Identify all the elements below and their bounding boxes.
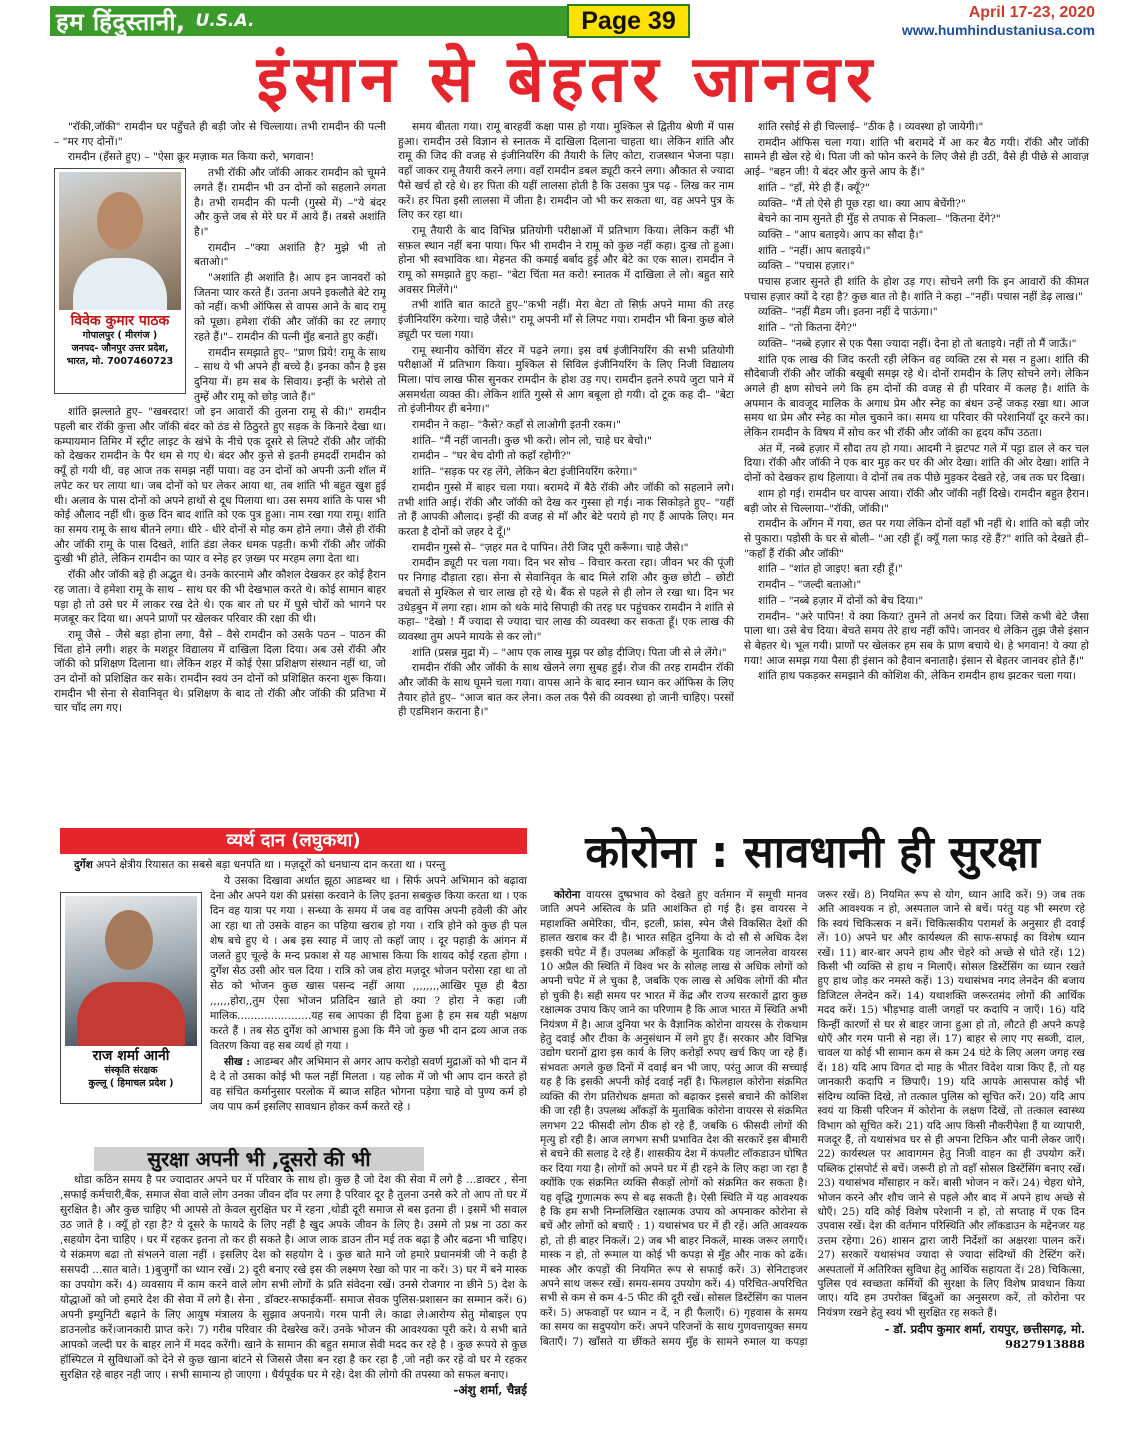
- main-headline: इंसान से बेहतर जानवर: [256, 43, 879, 117]
- story-paragraph: शांति – "नब्बे हज़ार में दोनों को बेच दिया।": [758, 594, 924, 607]
- laghukatha-lead: दुर्गेश: [74, 859, 93, 871]
- story-column-2: [398, 120, 734, 810]
- story-paragraph: तभी शांति बात काटते हुए–"कभी नहीं। मेरा बेटा तो सिर्फ़ अपने मामा की तरह इंजीनियरिंग करेगा। चाहे जैसे।" रामू अपनी माँ से लिपट गया। रामदीन भी बिना कुछ बोले ड्यूटी पर चला गया।: [398, 299, 734, 341]
- story-paragraph: शांति – "नहीं। आप बताइये।": [758, 244, 871, 257]
- author-card: [54, 168, 186, 394]
- author-place: गोपालपुर ( मीरगंज ): [82, 329, 158, 341]
- story-paragraph: व्यक्ति– "नब्बे हज़ार से एक पैसा ज्यादा नहीं। देना हो तो बताइये। नहीं तो मैं जाऊँ।": [758, 337, 1077, 350]
- brand-usa: U.S.A.: [195, 11, 255, 31]
- story-paragraph: शांति – "शांत हो जाइए! बता रही हूँ।": [758, 563, 903, 576]
- story-paragraph: रामू तैयारी के बाद विभिन्न प्रतियोगी परीक्षाओं में प्रतिभाग किया। लेकिन कहीं भी सफ़ल स्थान नहीं बना पाया। फिर भी रामदीन ने रामू को कुछ नहीं कहा। दुःख तो हुआ। होना भी स्वभाविक था। मेहनत की कमाई बर्बाद हुई और बेटे का एक साल। रामदीन ने रामू को समझाते हुए कहा– "बेटा चिंता मत करो! स्नातक में दाखिला ले लो। बहुत सारे अवसर मिलेंगे।": [398, 224, 734, 296]
- suraksha-byline: -अंशु शर्मा, चैन्नई: [453, 1383, 527, 1397]
- story-paragraph: रामदीन रॉकी और जॉकी के साथ खेलने लगा सुबह हुई। रोज की तरह रामदीन रॉकी और जॉकी के साथ घूमने चला गया। वापस आने के बाद स्नान ध्यान कर ऑफिस के लिए तैयार होते हुए– "आज बात कर लेना। कल तक पैसे की व्यवस्था हो जानी चाहिए। परसों ही एडमिशन कराना है।": [398, 662, 734, 719]
- laghukatha-text: अपने क्षेत्रीय रियासत का सबसे बड़ा धनपति था । मज़दूरों को धनधान्य दान करता था । परन्तु: [92, 859, 446, 871]
- suraksha-body: [60, 1173, 527, 1441]
- corona-title: कोरोना : सावधानी ही सुरक्षा: [585, 827, 1040, 878]
- story-paragraph: रामदीन – "जल्दी बताओ।": [758, 579, 862, 592]
- story-paragraph: "अशांति ही अशांति है। आप इन जानवरों को जितना प्यार करते हैं। उतना अपने इकलौते बेटे रामू को नहीं। कभी ऑफिस से वापस आने के बाद रामू को पूछा। हमेशा रॉकी और जॉकी का रट लगाए रहते हैं।"– रामदीन की पत्नी मुँह बनाते हुए कहीं।: [194, 272, 386, 343]
- story-paragraph: रामदीन ने कहा– "कैसे? कहाँ से लाओगी इतनी रकम।": [412, 419, 621, 432]
- story-paragraph: रामदीन ऑफिस चला गया। शांति भी बरामदे में आ कर बैठ गयी। रॉकी और जॉकी सामने ही खेल रहे थे। पिता जी को फोन करने के लिए जैसे ही उठी, वैसे ही पीछे से आवाज़ आई– "बहन जी! ये बंदर और कुत्ते आप के हैं।": [744, 136, 1089, 179]
- story-paragraph: रॉकी और जॉकी बड़े ही अद्भुत थे। उनके कारनामे और कौशल देखकर हर कोई हैरान रह जाता। वे हमेशा रामू के साथ – साथ घर की भी देखभाल करते थे। कोई सामान बाहर पड़ा हो तो उसे घर में लाकर रख देते थे। एक बार तो घर में घुसे चोरों को भागने पर मजबूर कर दिया था। अपने प्राणों पर खेलकर परिवार की रक्षा की थी।: [54, 569, 386, 626]
- story-paragraph: शांति – "हाँ, मेरे ही हैं। क्यूँ?": [758, 181, 870, 194]
- suraksha-title: सुरक्षा अपनी भी ,दूसरो की भी: [94, 1147, 424, 1171]
- story-paragraph: तभी रॉकी और जॉकी आकर रामदीन को चूमने लगते हैं। रामदीन भी उन दोनों को सहलाने लगता है। तभी रामदीन की पत्नी (गुस्से में) –"ये बंदर और कुत्ते जब से मेरे घर में आये हैं। तबसे अशांति है।": [194, 167, 386, 238]
- story-paragraph: रामू जैसे – जैसे बड़ा होना लगा, वैसे – वैसे रामदीन को उसके पठन – पाठन की चिंता होने लगी। शहर के मशहूर विद्यालय में दाखिला दिला दिया। अब उसे रॉकी और जॉकी को प्रशिक्षण दिलाना था। लेकिन शहर में कोई ऐसा प्रशिक्षण संस्थान नहीं था, जो उन दोनों को प्रशिक्षित कर सके। रामदीन स्वयं उन दोनों को प्रशिक्षित करना शुरू किया। रामदीन भी सेना से सेवानिवृत थे। प्रशिक्षण के बाद तो रॉकी और जॉकी की प्रतिभा में चार चाँद लग गए।: [54, 628, 386, 715]
- story-paragraph: रामू स्थानीय कोचिंग सेंटर में पढ़ने लगा। इस वर्ष इंजीनियरिंग की सभी प्रतियोगी परीक्षाओं में प्रतिभाग किया। मुश्किल से सिविल इंजीनियरिंग के लिए निजी विद्यालय मिला। पांच लाख फीस सुनकर रामदीन के होश उड़ गए। रामदीन इतने रुपये जुटा पाने में असमर्थता व्यक्त की। लेकिन शांति गुस्से से आग बबूला हो गयी। दो टूक कह दी– "बेटा तो इंजीनीयर ही बनेगा।": [398, 344, 734, 416]
- story-paragraph: रामदीन गुस्से से– "ज़हर मत दे पापिन। तेरी जिद पूरी करूँगा। चाहे जैसे।": [412, 541, 689, 554]
- moral-label: सीख :: [224, 1056, 251, 1068]
- story-paragraph: शांति एक लाख की जिद करती रही लेकिन वह व्यक्ति टस से मस न हुआ। शांति की सौदेबाजी रॉकी और जॉकी बखूबी समझ रहे थे। दोनों रामदीन के लिए सोचने लगे। लेकिन अगले ही क्षण सोचने लगे कि हम दोनों की वजह से ही परिवार में कलह है। शांति के अपमान के बावजूद मालिक के अगाध प्रेम और स्नेह का बंधन उन्हें जकड़ रखा था। आज समय था प्रेम और स्नेह का मोल चुकाने का। समय था परिवार की परेशानियाँ दूर करने का। लेकिन रामदीन के विषय में सोच कर भी रॉकी और जॉकी का हृदय काँप उठता।: [744, 353, 1089, 440]
- author-card: [60, 892, 202, 1104]
- story-paragraph: शांति – "तो कितना देंगे?": [758, 322, 857, 335]
- author-name: विवेक कुमार पाठक: [70, 313, 170, 330]
- story-paragraph: व्यक्ति– "मैं तो ऐसे ही पूछ रहा था। क्या आप बेचेंगी?": [758, 197, 966, 210]
- brand-name: हम हिंदुस्तानी,: [56, 7, 186, 36]
- story-paragraph: रामदीन समझाते हुए– "प्राण प्रिये! रामू के साथ – साथ ये भी अपने ही बच्चे है। इनका कौन है इस दुनिया में। हम सब के सिवाय। इन्हीं के भरोसे तो तुम्हें और रामू को छोड़ जाते हैं।": [194, 346, 386, 403]
- laghukatha-body: [60, 858, 527, 1148]
- story-paragraph: शांति हाथ पकड़कर समझाने की कोशिश की, लेकिन रामदीन हाथ झटकर चला गया।: [758, 670, 1076, 683]
- story-paragraph: रामदीन– "अरे पापिन! ये क्या किया? तुमने तो अनर्थ कर दिया। जिसे कभी बेटे जैसा पाला था। उसे बेच दिया। बेचते समय तेरे हाथ नहीं काँपे। जानवर थे लेकिन तुझ जैसे इंसान से बेहतर थे। भूल गयी। प्राणों पर खेलकर हम सब के प्राण बचाये थे। हे भगवान! ये क्या हो गया! आज समझ गया पैसा ही इंसान को हैवान बनाताहै। इंसान से बेहतर जानवर होते हैं।": [744, 610, 1089, 667]
- story-paragraph: समय बीतता गया। रामू बारहवीं कक्षा पास हो गया। मुश्किल से द्वितीय श्रेणी में पास हुआ। रामदीन उसे विज्ञान से स्नातक में दाखिला दिलाना चाहता था। लेकिन शांति और रामू की जिद की वजह से इंजीनियरिंग की तैयारी के लिए कोटा, राजस्थान भेजना पड़ा। वहाँ जाकर रामू तैयारी करने लगा। वहाँ रामदीन डबल ड्यूटी करने लगा। औकात से ज्यादा पैसे खर्च हो रहे थे। हर पिता की यहीं लालसा होती है कि उसका पुत्र पढ़ - लिख कर नाम करें। हर पिता इसी लालसा में जीता है। रामदीन जो भी कर सकता था, वह अपने पुत्र के लिए कर रहा था।: [398, 121, 734, 222]
- story-column-3: [744, 120, 1089, 810]
- author-role: संस्कृति संरक्षक: [104, 1065, 158, 1076]
- corona-byline: - डॉ. प्रदीप कुमार शर्मा, रायपुर, छत्तीसगढ़, मो. 9827913888: [884, 1322, 1085, 1351]
- corona-paragraph: [540, 888, 1085, 1351]
- laghukatha-paragraph: ये उसका दिखावा अर्थात झूठा आडम्बर था । सिर्फ अपने अभिमान को बढ़ावा देना और अपने यश की प्रसंसा करवाने के लिए इतना सबकुछ किया करता था । एक दिन वह यात्रा पर गया । सन्ध्या के समय में जब वह वापिस अपनी हवेली की ओर आ रहा था तो उसके वाहन का पहिया खराब हो गया । रात्रि होने को कुछ ही पल शेष बचे हुए थे । अब इस स्याह में जाए तो कहाँ जाए । दूर पहाड़ी के आंगन में जलते हुए चूल्हे के मन्द प्रकाश से यह आभास किया कि शायद कोई रहता होगा । दुर्गेश सेठ उसी ओर चल दिया । रात्रि को जब होरा मज़दूर भोजन परोसा रहा था तो सेठ को भोजन कुछ खास पसन्द नहीं आया ,,,,,,,,आखिर पूछ ही बैठा ,,,,,,होरा,,तुम ऐसा भोजन प्रतिदिन खाते हो क्या ? होरा ने कहा ।जी मालिक......................यह सब आपका ही दिया हुआ है हम सब यही भक्षण करते हैं । तब सेठ दुर्गेश को आभास हुआ कि मैंने जो कुछ भी दान द्रव्य आज तक वितरण किया वह सब व्यर्थ हो गया ।: [210, 875, 527, 1052]
- page-number: Page 39: [567, 4, 690, 38]
- website-link[interactable]: www.humhindustaniusa.com: [901, 22, 1095, 38]
- story-paragraph: शांति झल्लाते हुए– "खबरदार! जो इन आवारों की तुलना रामू से की।" रामदीन पहली बार रॉकी कुत्ता और जॉकी बंदर को ठंड से ठिठुरते हुए सड़क के किनारे देखा था। कम्पायमान तिमिर में स्ट्रीट लाइट के खंभे के नीचे एक दूसरे से लिपटे रॉकी और जॉकी को देखकर रामदीन के पैर थम से गए थे। बंदर और कुत्ते से इतनी हमदर्दी रामदीन को क्यूँ हो गयी थी, वह आज तक समझ नहीं पाया। वह उन दोनों को अपनी ऊनी शॉल में लपेट कर घर लाया था। जब दोनों को घर लेकर आया था, तब शांति भी बहुत खुश हुई थी। अलाव के पास दोनों को अपने हाथों से दूध पिलाया था। उस समय शांति के पास भी कोई औलाद नहीं थी। कुछ दिन बाद शांति को एक पुत्र हुआ। नाम रखा गया रामू। शांति का समय रामू के साथ बीतने लगा। धीरे - धीरे दोनों से मोह कम होने लगा। जैसे ही रॉकी और जॉकी रामू के पास दिखते, शांति डंडा लेकर धमक पड़ती। कभी रॉकी और जॉकी दुःखी भी होते, लेकिन रामदीन का प्यार व स्नेह हर ज़ख्म पर मरहम लगा देता था।: [54, 406, 386, 566]
- laghukatha-paragraph: [60, 858, 527, 873]
- story-paragraph: बेचने का नाम सुनते ही मुँह से तपाक से निकला– "कितना देंगे?": [758, 213, 1001, 226]
- story-paragraph: शांति– "मैं नहीं जानती। कुछ भी करो। लोन लो, चाहे घर बेचो।": [412, 434, 652, 447]
- masthead: [0, 0, 1135, 42]
- masthead-brand-bar: [50, 6, 570, 36]
- story-paragraph: शांति रसोई से ही चिल्लाई– "ठीक है । व्यवस्था हो जायेगी।": [758, 121, 984, 133]
- story-paragraph: व्यक्ति– "नहीं मैडम जी। इतना नहीं दे पाऊंगा।": [758, 306, 938, 319]
- laghukatha-title: व्यर्थ दान (लघुकथा): [60, 828, 527, 854]
- moral-text: आडम्बर और अभिमान से अगर आप करोड़ो सवर्ण मुद्राओं को भी दान में दे दे तो उसका कोई भी फल नहीं मिलता । यह लोक में जो भी आप दान करते हो वह संचित कर्मानुसार परलोक में ब्याज सहित भोगना पड़ेगा चाहे वो पुण्य कर्म हो जय पाप कर्म इसलिए सावधान होकर कर्म करते रहे ।: [210, 1056, 527, 1113]
- author-place: कुल्लू ( हिमाचल प्रदेश ): [88, 1078, 174, 1089]
- story-paragraph: रामदीन – "घर बेच दोगी तो कहाँ रहोगी?": [412, 450, 572, 463]
- corona-body: [540, 888, 1085, 1443]
- story-paragraph: शांति (प्रसन्न मुद्रा में) – "आप एक लाख मुझ पर छोड़ दीजिए। पिता जी से ले लेंगे।": [412, 646, 727, 659]
- corona-lead: कोरोना: [554, 889, 581, 901]
- corona-text: वायरस दुष्प्रभाव को देखते हुए वर्तमान में समूची मानव जाति अपने अस्तित्व के प्रति आशंकित हो गई है। इस वायरस ने महाशक्ति अमेरिका, चीन, इटली, फ्रांस, स्पेन जैसे विकसित देशों की हालत खराब कर दी है। भारत सहित दुनिया के दो सौ से अधिक देश इसकी चपेट में हैं। उपलब्ध आँकड़ों के मुताबिक यह जानलेवा वायरस 10 अप्रैल की स्थिति में विश्व भर के सोलह लाख से अधिक लोगों को अपनी चपेट में ले चुका है, जबकि एक लाख से अधिक लोगों की मौत हो चुकी है। सही समय पर भारत में केंद्र और राज्य सरकारों द्वारा कुछ रक्षात्मक उपाय किए जाने का परिणाम है कि आज भारत में स्थिति अभी नियंत्रण में है। आज दुनिया भर के वैज्ञानिक कोरोना वायरस के रोकथाम हेतु दवाई और टीका के अनुसंधान में लगे हुए हैं। सरकार और विभिन्न उद्योग घरानों द्वारा इस कार्य के लिए करोड़ों रुपए खर्च किए जा रहे हैं। संभवतः अगले कुछ दिनों में दवाई बन भी जाए, परंतु आज की सच्चाई यह है कि इसकी अपनी कोई दवाई नहीं है। फिलहाल कोरोना संक्रमित व्यक्ति की रोग प्रतिरोधक क्षमता को बढ़ाकर इससे बचाने की कोशिश की जा रही है। उपलब्ध आँकड़ों के मुताबिक कोरोना वायरस से संक्रमित लगभग 22 फीसदी लोग ठीक हो रहे हैं, जबकि 6 फीसदी लोगों की मृत्यु हो रही है। आज लगभग सभी प्रभावित देश की सरकारें इस बीमारी से बचने की सलाह दे रहे हैं। शासकीय देश में कंपलीट लॉकडाउन घोषित कर दिया गया है। लोगों को अपने घर में ही रहने के लिए कहा जा रहा है क्योंकि एक संक्रमित व्यक्ति सैकड़ों लोगों को संक्रमित कर सकता है। यह वृद्धि गुणात्मक रूप से बढ़ सकती है। ऐसी स्थिति में यह आवश्यक है कि हम सभी निम्नलिखित रक्षात्मक उपाय को अपनाकर कोरोना से बचें और लोगों को बचाएँ : 1) यथासंभव घर में ही रहें। अति आवश्यक हो, तो ही बाहर निकलें। 2) जब भी बाहर निकलें, मास्क जरूर लगाएँ। मास्क न हो, तो रूमाल या कोई भी कपड़ा से मुँह और नाक को ढकें। मास्क और कपड़ों की नियमित रूप से सफाई करें। 3) सेनिटाइजर अपने साथ जरूर रखें। समय-समय उपयोग करें। 4) परिचित-अपरिचित सभी से कम से कम 4-5 फीट की दूरी रखें। सोसल डिस्टेंसिंग का पालन करें। 5) अफवाहों पर ध्यान न दें, न ही फैलाएँ। 6) गृहवास के समय का समय का सदुपयोग करें। अपने परिजनों के साथ गुणवत्तायुक्त समय बिताएँ। 7) खाँसते या छींकते समय मुँह के सामने रुमाल या कपड़ा जरूर रखें। 8) नियमित रूप से योग, ध्यान आदि करें। 9) जब तक अति आवश्यक न हो, अस्पताल जाने से बचें। परंतु यह भी स्मरण रहे कि स्वयं चिकित्सक न बनें। चिकित्सकीय परामर्श के अनुसार ही दवाई लें। 10) अपने घर और कार्यस्थल की साफ-सफाई का विशेष ध्यान रखें। 11) बार-बार अपने हाथ और चेहरे को अच्छे से धोते रहें। 12) किसी भी व्यक्ति से हाथ न मिलाएँ। सोसल डिस्टेंसिंग का ध्यान रखते हुए हाथ जोड़ कर नमस्ते कहें। 13) यथासंभव नगद लेनदेन की बजाय डिजिटल लेनदेन करें। 14) यथाशक्ति जरूरतमंद लोगों की आर्थिक मदद करें। 15) भीड़भाड़ वाली जगहों पर कदापि न जाएँ। 16) यदि किन्हीं कारणों से घर से बाहर जाना हुआ हो तो, लौटते ही अपने कपड़े धोएँ और गरम पानी से नहा लें। 17) बाहर से लाए गए सब्जी, दाल, चावल या कोई भी सामान कम से कम 24 घंटे के लिए अलग जगह रख दें। 18) यदि आप विगत दो माह के भीतर विदेश यात्रा किए हैं, तो यह जानकारी कदापि न छिपाएँ। 19) यदि आपके आसपास कोई भी संदिग्ध व्यक्ति दिखे, तो तत्काल पुलिस को सूचित करें। 20) यदि आप स्वयं या किसी परिजन में कोरोना के लक्षण दिखें, तो तत्काल स्वास्थ्य विभाग को सूचित करें। 21) यदि आप किसी नौकरीपेशा हैं या व्यापारी, मजदूर हैं, तो यथासंभव घर से ही अपना टिफिन और पानी लेकर जाएँ। 22) कार्यस्थल पर आवागमन हेतु निजी वाहन का ही उपयोग करें। पब्लिक ट्रांसपोर्ट से बचें। जरूरी हो तो वहाँ सोसल डिस्टेंसिंग बनाए रखें। 23) यथासंभव माँसाहार न करें। बासी भोजन न करें। 24) चेहरा धोने, भोजन करने और शौच जाने से पहले और बाद में अपने हाथ अच्छे से धोएँ। 25) यदि कोई विशेष परेशानी न हो, तो सप्ताह में एक दिन उपवास रखें। देश की वर्तमान परिस्थिति और लॉकडाउन के मद्देनजर यह उत्तम रहेगा। 26) शासन द्वारा जारी निर्देशों का अक्षरशः पालन करें। 27) सरकारें यथासंभव ज्यादा से ज्यादा संदिग्धों की टेस्टिंग करें। अस्पतालों में अतिरिक्त सुविधा हेतु आर्थिक सहायता दें। 28) चिकित्सा, पुलिस एवं स्वच्छता कर्मियों की सुरक्षा के लिए विशेष प्रावधान किया जाए। यदि हम उपरोक्त बिंदुओं का अनुसरण करें, तो कोरोना पर नियंत्रण रखने हेतु स्वयं भी सुरक्षित रह सकते हैं।: [540, 889, 1085, 1348]
- author-photo: [59, 172, 181, 310]
- suraksha-paragraph: थोडा कठिन समय है पर ज्यादातर अपने घर में परिवार के साथ हो। कुछ है जो देश की सेवा में लगे है ...डाक्टर , सेना ,सफाई कर्मचारी,बैंक, समाज सेवा वाले लोग उनका जीवन दाँव पर लगा है परिवार दूर है तुलना उनसे करे तो आप तो घर में सुरक्षित है। और कुछ चाहिए भी आपसे तो केवल सुरक्षित घर में रहना ,थोडी दूरी समाज से बस इतना ही । इसमें भी सवाल उठ जाते है । क्यूँ हो रहा है? ये दूसरे के फायदे के लिए नहीं है खुद अपके जीवन के लिए है। उसमे तो प्रश्न ना उठा कर ,सहयोग देना चाहिए । घर में रहकर इतना तो कर ही सकते है। आज लाक डाउन तीन मई तक बढ़ा है और बढना भी चाहिए। ये संक्रमण बढा तो संभलने वाला नहीं । इसलिए देश को सहयोग दे । कुछ बाते माने जो हमारे प्रधानमंत्री जी ने कही है ससपदी ...सात बाते। 1)बुजुर्गों का ध्यान रखें। 2) दूरी बनाए रखे इस की लक्ष्मण रेखा को पार ना करें। 3) घर में बने मास्क का उपयोग करें। 4) व्यवसाय में काम करने वाले लोग सभी लोगों के प्रति संवेदना रखें। उनसे रोजगार ना छीने 5) देश के योद्धाओं को जो हमारे देश की सेवा में लगे है। सेना , डॉक्टर-सफाईकर्मी- समाज सेवक पुलिस-प्रशासन का सम्मान करें। 6) अपनी इम्युनिटी बढ़ाने के लिए आयुष मंत्रालय के सुझाव अपनाये। गरम पानी ले। काढा ले।आरोग्य सेतु मोबाइल एप डाउनलोड करें।जानकारी प्राप्त करे। 7) गरीब परिवार की देखरेख करें। उनके भोजन की आवश्यका पूरी करे। ये सभी बाते आपको जल्दी घर के बाहर लाने में मदद करेंगी। खाने के सामान की बहुत समाज सेवी मदद कर रहे है । कुछ रूपये से कुछ हॉस्पिटल मे सुविधाओं को देने से कुछ खाना बांटने से जिससे जैसा बन रहा है कर रहा है ,जो नही कर रहे वो घर मे रहकर सुरक्षित रहे बाहर नही जाए । सभी सामान्य हो जाएगा । धैर्यपूर्वक घर मे रहे। देश की लोगो की तपस्या को सफल बनाए।: [60, 1174, 527, 1381]
- story-paragraph: पचास हजार सुनते ही शांति के होश उड़ गए। सोचने लगी कि इन आवारों की कीमत पचास हज़ार क्यों दे रहा है? कुछ बात तो है। शांति ने कहा –"नहीं। पचास नहीं डेढ़ लाख।": [744, 276, 1089, 303]
- story-paragraph: शांति– "सड़क पर रह लेंगे, लेकिन बेटा इंजीनियरिंग करेगा।": [412, 466, 638, 479]
- author-district: जनपद- जौनपुर उत्तर प्रदेश,: [71, 342, 169, 354]
- author-phone: भारत, मो. 7007460723: [66, 355, 174, 367]
- story-paragraph: रामदीन –"क्या अशांति है? मुझे भी तो बताओ।": [194, 241, 386, 269]
- story-paragraph: अंत में, नब्बे हज़ार में सौदा तय हो गया। आदमी ने झटपट गले में पट्टा डाल ले कर चल दिया। रॉकी और जॉकी ने एक बार मुड़ कर घर की ओर देखा। शांति की ओर देखा। शांति ने दोनों को देखकर हाथ हिलाया। वे दोनों तब तक पीछे मुड़कर देखते रहे, जब तक घर दिखा।: [744, 442, 1089, 485]
- story-column-1: [54, 120, 386, 810]
- story-paragraph: "रॉकी,जॉकी" रामदीन घर पहुँचते ही बड़ी जोर से चिल्लाया। तभी रामदीन की पत्नी – "मर गए दोनों।": [54, 121, 386, 148]
- story-paragraph: रामदीन (हँसते हुए) – "ऐसा क्रूर मज़ाक मत किया करो, भगवान!: [68, 151, 315, 164]
- story-paragraph: शाम हो गई। रामदीन घर वापस आया। रॉकी और जॉकी नहीं दिखे। रामदीन बहुत हैरान। बड़ी जोर से चिल्लाया–"रॉकी, जॉकी।": [744, 487, 1089, 515]
- issue-date: April 17-23, 2020: [968, 4, 1095, 21]
- story-paragraph: व्यक्ति – "पचास हज़ार।": [758, 260, 855, 273]
- story-paragraph: रामदीन गुस्से में बाहर चला गया। बरामदे में बैठे रॉकी और जॉकी को सहलाने लगे। तभी शांति आई। रॉकी और जॉकी को देख कर गुस्सा हो गई। नाक सिकोड़ते हुए– "यहीं तो हैं आपकी औलाद। इन्हीं की वजह से माँ और बेटे पराये हो गए हैं आपके लिए। मन करता है दोनों को ज़हर दे दूँ।": [398, 481, 734, 538]
- author-name: राज शर्मा आनी: [92, 1048, 170, 1064]
- story-paragraph: रामदीन ड्यूटी पर चला गया। दिन भर सोच – विचार करता रहा। जीवन भर की पूंजी पर निगाह दौड़ाता रहा। सेना से सेवानिवृत के बाद मिले राशि और कुछ छोटी – छोटी बचतों से मुश्किल से चार लाख हो रहे थे। बैंक से पहले से ही लोन ले रखा था। दिन भर उधेड़बुन में लगा रहा। शाम को थके मांदे सिपाही की तरह घर पहुंचकर रामदीन ने शांति से कहा– "देखो ! मैं ज्यादा से ज्यादा चार लाख की व्यवस्था कर सकता हूँ। एक लाख की व्यवस्था तुम अपने मायके से कर लो।": [398, 557, 734, 643]
- story-paragraph: रामदीन के आँगन में गया, छत पर गया लेकिन दोनों वहाँ भी नहीं थे। शांति को बड़ी जोर से पुकारा। पड़ोसी के घर से बोली– "आ रही हूँ। क्यूँ गला फाड़ रहे हैं?" शांति को देखते ही– "कहाँ हैं रॉकी और जॉकी": [744, 518, 1089, 560]
- author-photo: [65, 896, 197, 1046]
- story-paragraph: व्यक्ति – "आप बताइये। आप का सौदा है।": [758, 228, 924, 241]
